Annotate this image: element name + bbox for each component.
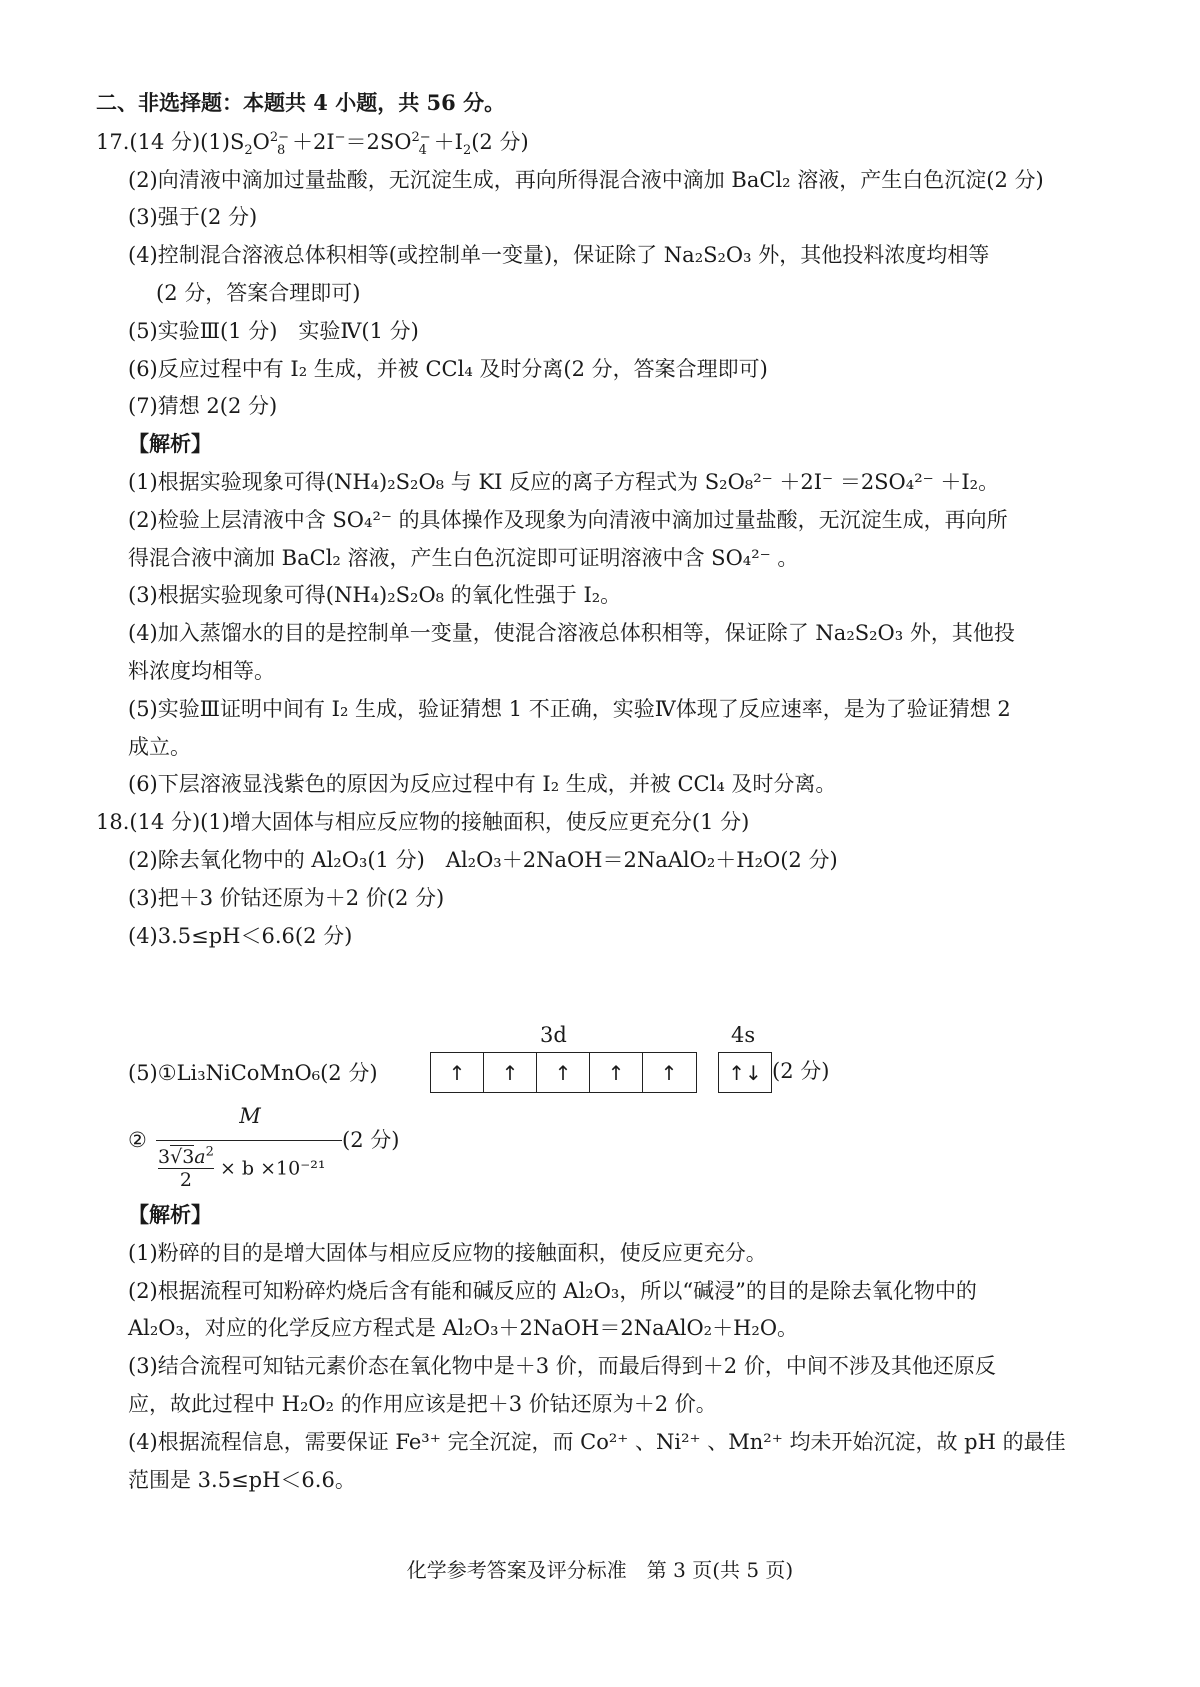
q17-answer-7: (7)猜想 2(2 分) (128, 394, 278, 418)
orbital-4s-label: 4s (731, 1023, 756, 1047)
q17-head: 17.(14 分)(1) (96, 130, 230, 154)
q18-answer-2: (2)除去氧化物中的 Al₂O₃(1 分) Al₂O₃＋2NaOH＝2NaAlO₂＋H₂O(2 分) (128, 848, 838, 872)
q17-analysis-2-line2: 得混合液中滴加 BaCl₂ 溶液，产生白色沉淀即可证明溶液中含 SO₄²⁻ 。 (128, 546, 799, 570)
q18-analysis-4-line2: 范围是 3.5≤pH＜6.6。 (128, 1468, 356, 1492)
q17-answer-6: (6)反应过程中有 I₂ 生成，并被 CCl₄ 及时分离(2 分，答案合理即可) (128, 357, 768, 381)
section-title: 二、非选择题：本题共 4 小题，共 56 分。 (96, 90, 506, 115)
q18-analysis-3-line2: 应，故此过程中 H₂O₂ 的作用应该是把＋3 价钴还原为＋2 价。 (128, 1392, 717, 1416)
q18-answer-5-2-score: (2 分) (342, 1128, 400, 1152)
q18-fraction-numerator: M (239, 1104, 261, 1128)
q18-answer-5-2-prefix: ② (128, 1128, 147, 1152)
q17-analysis-4-line1: (4)加入蒸馏水的目的是控制单一变量，使混合溶液总体积相等，保证除了 Na₂S₂O₃ 外，其他投 (128, 621, 1015, 645)
q17-a1-score: (2 分) (471, 130, 529, 154)
q17-answer-1 (96, 127, 529, 157)
orbital-4s-diagram (718, 1052, 772, 1093)
orbital-3d-box-5: ↑ (660, 1060, 678, 1085)
orbital-4s-box: ↑↓ (728, 1060, 762, 1085)
q18-area-term: $\frac{3√3a^2}{2}$ (158, 1144, 214, 1191)
q18-fraction-denominator (158, 1146, 325, 1191)
q18-analysis-3-line1: (3)结合流程可知钴元素价态在氧化物中是＋3 价，而最后得到＋2 价，中间不涉及其他还原反 (128, 1354, 996, 1378)
orbital-3d-box-3: ↑ (537, 1053, 590, 1092)
q17-analysis-heading: 【解析】 (128, 431, 212, 456)
orbital-3d-box-2: ↑ (484, 1053, 537, 1092)
q17-analysis-6: (6)下层溶液显浅紫色的原因为反应过程中有 I₂ 生成，并被 CCl₄ 及时分离。 (128, 772, 837, 796)
q18-fraction-bar (156, 1140, 342, 1141)
q18-analysis-2-line2: Al₂O₃，对应的化学反应方程式是 Al₂O₃＋2NaOH＝2NaAlO₂＋H₂O。 (128, 1316, 799, 1340)
q17-answer-3: (3)强于(2 分) (128, 205, 258, 229)
q17-analysis-4-line2: 料浓度均相等。 (128, 659, 275, 683)
q18-answer-1: 18.(14 分)(1)增大固体与相应反应物的接触面积，使反应更充分(1 分) (96, 810, 750, 834)
q17-answer-2: (2)向清液中滴加过量盐酸，无沉淀生成，再向所得混合液中滴加 BaCl₂ 溶液，产生白色沉淀(2 分) (128, 168, 1044, 192)
q17-equation-1: $S_2O^{2-}_8 +2I^-=2SO^{2-}_4 +I_2$ (229, 130, 472, 159)
orbital-3d-box-4: ↑ (590, 1053, 643, 1092)
q18-analysis-heading: 【解析】 (128, 1202, 212, 1227)
orbital-3d-box-1: ↑ (431, 1053, 484, 1092)
orbital-3d-label: 3d (540, 1023, 567, 1047)
q17-analysis-1: (1)根据实验现象可得(NH₄)₂S₂O₈ 与 KI 反应的离子方程式为 S₂O₈²⁻ ＋2I⁻ ＝2SO₄²⁻ ＋I₂。 (128, 470, 1000, 494)
q17-analysis-5-line1: (5)实验Ⅲ证明中间有 I₂ 生成，验证猜想 1 不正确，实验Ⅳ体现了反应速率，是为了验证猜想 2 (128, 697, 1011, 721)
q18-denominator-tail: × b ×10⁻²¹ (219, 1157, 326, 1180)
q17-analysis-5-line2: 成立。 (128, 735, 191, 759)
q17-analysis-3: (3)根据实验现象可得(NH₄)₂S₂O₈ 的氧化性强于 I₂。 (128, 583, 622, 607)
q17-answer-4-line1: (4)控制混合溶液总体积相等(或控制单一变量)，保证除了 Na₂S₂O₃ 外，其他投料浓度均相等 (128, 243, 990, 267)
q17-analysis-2-line1: (2)检验上层清液中含 SO₄²⁻ 的具体操作及现象为向清液中滴加过量盐酸，无沉淀生成，再向所 (128, 508, 1008, 532)
q17-answer-5: (5)实验Ⅲ(1 分) 实验Ⅳ(1 分) (128, 319, 419, 343)
q18-answer-5-orbital-score: (2 分) (772, 1059, 830, 1083)
orbital-3d-diagram (430, 1052, 697, 1093)
q18-answer-4: (4)3.5≤pH＜6.6(2 分) (128, 924, 353, 948)
page-footer: 化学参考答案及评分标准 第 3 页(共 5 页) (406, 1558, 794, 1582)
q17-answer-4-line2: (2 分，答案合理即可) (156, 281, 361, 305)
q18-answer-3: (3)把＋3 价钴还原为＋2 价(2 分) (128, 886, 445, 910)
q18-analysis-4-line1: (4)根据流程信息，需要保证 Fe³⁺ 完全沉淀，而 Co²⁺ 、Ni²⁺ 、Mn²⁺ 均未开始沉淀，故 pH 的最佳 (128, 1430, 1066, 1454)
q18-answer-5-formula: (5)①Li₃NiCoMnO₆(2 分) (128, 1061, 378, 1085)
q18-analysis-2-line1: (2)根据流程可知粉碎灼烧后含有能和碱反应的 Al₂O₃，所以“碱浸”的目的是除去氧化物中的 (128, 1279, 977, 1303)
q18-analysis-1: (1)粉碎的目的是增大固体与相应反应物的接触面积，使反应更充分。 (128, 1241, 767, 1265)
